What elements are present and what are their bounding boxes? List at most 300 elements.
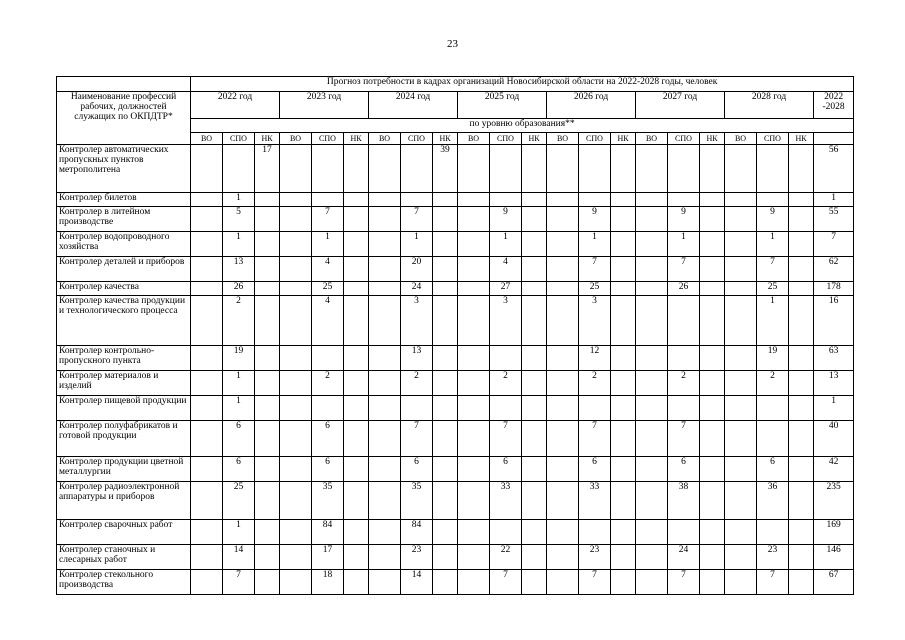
value-cell	[433, 396, 458, 421]
value-cell	[344, 457, 369, 482]
profession-name-cell: Контролер автоматических пропускных пунктов метрополитена	[57, 145, 191, 193]
value-cell: 6	[312, 421, 344, 457]
value-cell	[255, 545, 280, 570]
total-cell: 56	[814, 145, 854, 193]
value-cell: 1	[223, 520, 255, 545]
profession-name-cell: Контролер качества продукции и технологического процесса	[57, 296, 191, 346]
value-cell	[369, 145, 401, 193]
value-cell	[458, 520, 490, 545]
value-cell	[433, 421, 458, 457]
value-cell	[611, 232, 636, 257]
value-cell: 6	[223, 457, 255, 482]
value-cell	[191, 346, 223, 371]
value-cell: 23	[579, 545, 611, 570]
value-cell: 36	[757, 482, 789, 520]
value-cell	[433, 232, 458, 257]
value-cell: 33	[490, 482, 522, 520]
value-cell	[369, 457, 401, 482]
empty-corner-cell	[57, 77, 191, 92]
profession-name-cell: Контролер пищевой продукции	[57, 396, 191, 421]
value-cell	[700, 371, 725, 396]
value-cell	[636, 257, 668, 282]
value-cell: 7	[490, 570, 522, 595]
level-header-cell: НК	[255, 133, 280, 145]
profession-header: Наименование профессий рабочих, должностей служащих по ОКПДТР*	[57, 92, 191, 145]
value-cell	[401, 193, 433, 207]
value-cell: 7	[757, 570, 789, 595]
value-cell	[547, 570, 579, 595]
value-cell	[789, 545, 814, 570]
table-row	[57, 482, 854, 520]
value-cell: 7	[668, 570, 700, 595]
value-cell	[611, 520, 636, 545]
value-cell: 6	[312, 457, 344, 482]
profession-name-cell: Контролер радиоэлектронной аппаратуры и приборов	[57, 482, 191, 520]
table-row	[57, 232, 854, 257]
value-cell	[611, 296, 636, 346]
value-cell	[490, 520, 522, 545]
value-cell	[700, 457, 725, 482]
level-header-cell: НК	[700, 133, 725, 145]
value-cell	[490, 145, 522, 193]
table-row	[57, 421, 854, 457]
value-cell	[668, 346, 700, 371]
value-cell	[458, 346, 490, 371]
value-cell	[490, 193, 522, 207]
value-cell	[611, 570, 636, 595]
value-cell	[280, 145, 312, 193]
value-cell	[700, 482, 725, 520]
page-number: 23	[447, 38, 458, 50]
value-cell	[700, 193, 725, 207]
value-cell: 26	[223, 282, 255, 296]
value-cell	[433, 296, 458, 346]
value-cell	[369, 570, 401, 595]
value-cell	[458, 545, 490, 570]
value-cell: 7	[223, 570, 255, 595]
value-cell	[433, 520, 458, 545]
profession-name-cell: Контролер сварочных работ	[57, 520, 191, 545]
value-cell	[369, 421, 401, 457]
value-cell	[191, 193, 223, 207]
value-cell: 7	[312, 207, 344, 232]
year-header: 2024 год	[369, 92, 458, 119]
value-cell	[611, 482, 636, 520]
value-cell	[700, 282, 725, 296]
value-cell	[458, 193, 490, 207]
table-title-row	[57, 77, 854, 92]
table-row	[57, 545, 854, 570]
value-cell	[789, 296, 814, 346]
value-cell	[789, 396, 814, 421]
value-cell	[547, 346, 579, 371]
value-cell	[191, 296, 223, 346]
value-cell	[522, 520, 547, 545]
table-row	[57, 193, 854, 207]
value-cell	[191, 145, 223, 193]
value-cell	[522, 482, 547, 520]
table-row	[57, 371, 854, 396]
value-cell	[458, 396, 490, 421]
value-cell: 7	[757, 257, 789, 282]
value-cell	[725, 193, 757, 207]
value-cell	[611, 145, 636, 193]
value-cell	[725, 296, 757, 346]
year-header: 2022 год	[191, 92, 280, 119]
value-cell	[522, 545, 547, 570]
value-cell: 2	[757, 371, 789, 396]
value-cell	[433, 257, 458, 282]
value-cell: 13	[223, 257, 255, 282]
value-cell	[191, 545, 223, 570]
value-cell	[458, 282, 490, 296]
value-cell	[191, 457, 223, 482]
empty-total-level-cell	[814, 133, 854, 145]
year-header: 2028 год	[725, 92, 814, 119]
value-cell	[700, 421, 725, 457]
profession-name-cell: Контролер водопроводного хозяйства	[57, 232, 191, 257]
forecast-table	[56, 76, 854, 595]
value-cell	[789, 371, 814, 396]
value-cell	[547, 396, 579, 421]
value-cell: 25	[312, 282, 344, 296]
value-cell	[700, 145, 725, 193]
value-cell: 9	[579, 207, 611, 232]
year-header-row	[57, 92, 854, 119]
value-cell	[522, 457, 547, 482]
value-cell: 1	[757, 296, 789, 346]
value-cell	[401, 396, 433, 421]
value-cell	[312, 346, 344, 371]
value-cell	[789, 346, 814, 371]
level-header-cell: ВО	[547, 133, 579, 145]
value-cell	[255, 396, 280, 421]
value-cell: 7	[579, 570, 611, 595]
value-cell	[280, 421, 312, 457]
table-row	[57, 570, 854, 595]
value-cell: 19	[757, 346, 789, 371]
value-cell	[255, 421, 280, 457]
profession-name-cell: Контролер в литейном производстве	[57, 207, 191, 232]
value-cell	[433, 457, 458, 482]
value-cell	[280, 371, 312, 396]
total-cell: 1	[814, 193, 854, 207]
value-cell	[668, 520, 700, 545]
forecast-table-body	[57, 77, 854, 595]
value-cell	[700, 257, 725, 282]
value-cell	[757, 193, 789, 207]
value-cell	[725, 545, 757, 570]
value-cell	[725, 570, 757, 595]
value-cell	[789, 520, 814, 545]
value-cell	[369, 232, 401, 257]
value-cell	[369, 371, 401, 396]
value-cell	[789, 207, 814, 232]
table-row	[57, 257, 854, 282]
value-cell	[433, 570, 458, 595]
value-cell	[757, 421, 789, 457]
value-cell: 1	[490, 232, 522, 257]
value-cell: 22	[490, 545, 522, 570]
profession-name-cell: Контролер материалов и изделий	[57, 371, 191, 396]
value-cell	[191, 396, 223, 421]
value-cell	[344, 232, 369, 257]
value-cell	[312, 193, 344, 207]
value-cell	[789, 145, 814, 193]
value-cell: 7	[579, 421, 611, 457]
value-cell: 7	[490, 421, 522, 457]
value-cell	[636, 457, 668, 482]
value-cell	[547, 482, 579, 520]
value-cell	[636, 482, 668, 520]
value-cell: 2	[223, 296, 255, 346]
value-cell	[611, 421, 636, 457]
value-cell: 7	[401, 207, 433, 232]
total-cell: 62	[814, 257, 854, 282]
value-cell	[433, 482, 458, 520]
level-header-cell: НК	[433, 133, 458, 145]
value-cell	[789, 282, 814, 296]
value-cell: 4	[312, 257, 344, 282]
year-header: 2025 год	[458, 92, 547, 119]
value-cell: 6	[579, 457, 611, 482]
value-cell: 1	[668, 232, 700, 257]
level-header-cell: СПО	[757, 133, 789, 145]
value-cell	[611, 371, 636, 396]
value-cell	[700, 396, 725, 421]
value-cell: 4	[490, 257, 522, 282]
value-cell	[611, 207, 636, 232]
profession-name-cell: Контролер качества	[57, 282, 191, 296]
value-cell	[280, 232, 312, 257]
value-cell: 7	[668, 421, 700, 457]
value-cell: 17	[312, 545, 344, 570]
value-cell	[700, 207, 725, 232]
level-header-cell: СПО	[579, 133, 611, 145]
value-cell	[789, 482, 814, 520]
value-cell: 2	[668, 371, 700, 396]
value-cell	[522, 570, 547, 595]
value-cell: 84	[401, 520, 433, 545]
value-cell	[458, 482, 490, 520]
value-cell	[280, 207, 312, 232]
value-cell	[369, 520, 401, 545]
total-cell: 1	[814, 396, 854, 421]
value-cell: 84	[312, 520, 344, 545]
value-cell	[636, 145, 668, 193]
value-cell	[522, 396, 547, 421]
value-cell	[255, 232, 280, 257]
value-cell: 1	[223, 193, 255, 207]
value-cell	[611, 282, 636, 296]
value-cell	[344, 282, 369, 296]
value-cell	[789, 257, 814, 282]
value-cell	[401, 145, 433, 193]
value-cell: 7	[668, 257, 700, 282]
value-cell	[369, 482, 401, 520]
table-row	[57, 457, 854, 482]
level-header-cell: ВО	[191, 133, 223, 145]
value-cell	[725, 257, 757, 282]
value-cell	[725, 371, 757, 396]
level-header-cell: СПО	[490, 133, 522, 145]
value-cell: 25	[757, 282, 789, 296]
value-cell: 27	[490, 282, 522, 296]
value-cell	[280, 257, 312, 282]
value-cell: 3	[490, 296, 522, 346]
value-cell	[757, 396, 789, 421]
value-cell	[344, 207, 369, 232]
value-cell	[458, 371, 490, 396]
value-cell	[312, 145, 344, 193]
value-cell	[458, 421, 490, 457]
value-cell	[522, 257, 547, 282]
value-cell	[344, 193, 369, 207]
value-cell	[725, 396, 757, 421]
value-cell	[579, 396, 611, 421]
profession-name-cell: Контролер станочных и слесарных работ	[57, 545, 191, 570]
profession-name-cell: Контролер деталей и приборов	[57, 257, 191, 282]
value-cell	[789, 457, 814, 482]
value-cell	[433, 371, 458, 396]
value-cell	[636, 207, 668, 232]
value-cell	[668, 193, 700, 207]
value-cell	[668, 296, 700, 346]
value-cell: 18	[312, 570, 344, 595]
value-cell	[522, 296, 547, 346]
value-cell	[636, 570, 668, 595]
value-cell	[458, 145, 490, 193]
value-cell	[433, 207, 458, 232]
value-cell: 17	[255, 145, 280, 193]
value-cell	[433, 193, 458, 207]
value-cell	[522, 232, 547, 257]
value-cell	[725, 421, 757, 457]
value-cell	[636, 520, 668, 545]
total-cell: 7	[814, 232, 854, 257]
value-cell	[725, 207, 757, 232]
education-level-header: по уровню образования**	[191, 119, 854, 133]
value-cell	[458, 207, 490, 232]
value-cell: 2	[312, 371, 344, 396]
value-cell	[636, 296, 668, 346]
value-cell	[700, 520, 725, 545]
value-cell: 1	[223, 371, 255, 396]
value-cell: 23	[757, 545, 789, 570]
value-cell	[700, 296, 725, 346]
value-cell	[191, 570, 223, 595]
value-cell	[458, 257, 490, 282]
value-cell: 5	[223, 207, 255, 232]
value-cell	[490, 346, 522, 371]
value-cell	[636, 193, 668, 207]
value-cell: 4	[312, 296, 344, 346]
value-cell	[700, 232, 725, 257]
value-cell: 6	[490, 457, 522, 482]
total-cell: 146	[814, 545, 854, 570]
value-cell: 6	[401, 457, 433, 482]
value-cell	[280, 545, 312, 570]
value-cell: 1	[757, 232, 789, 257]
value-cell: 24	[668, 545, 700, 570]
value-cell	[700, 346, 725, 371]
value-cell	[725, 145, 757, 193]
value-cell	[636, 232, 668, 257]
value-cell	[255, 207, 280, 232]
value-cell	[280, 570, 312, 595]
value-cell	[280, 457, 312, 482]
value-cell	[668, 396, 700, 421]
value-cell	[547, 371, 579, 396]
value-cell: 26	[668, 282, 700, 296]
value-cell	[255, 257, 280, 282]
level-header-cell: ВО	[636, 133, 668, 145]
value-cell	[344, 296, 369, 346]
table-row	[57, 396, 854, 421]
profession-name-cell: Контролер стекольного производства	[57, 570, 191, 595]
value-cell	[611, 396, 636, 421]
value-cell	[255, 346, 280, 371]
forecast-title: Прогноз потребности в кадрах организаций Новосибирской области на 2022-2028 годы, человек	[191, 77, 854, 92]
year-header: 2027 год	[636, 92, 725, 119]
value-cell	[789, 570, 814, 595]
value-cell: 33	[579, 482, 611, 520]
value-cell	[547, 257, 579, 282]
value-cell	[191, 421, 223, 457]
value-cell	[668, 145, 700, 193]
value-cell	[547, 296, 579, 346]
value-cell	[255, 282, 280, 296]
value-cell	[458, 232, 490, 257]
year-header: 2023 год	[280, 92, 369, 119]
value-cell	[579, 145, 611, 193]
value-cell: 25	[579, 282, 611, 296]
total-cell: 55	[814, 207, 854, 232]
value-cell	[725, 346, 757, 371]
value-cell	[280, 282, 312, 296]
profession-name-cell: Контролер билетов	[57, 193, 191, 207]
value-cell	[223, 145, 255, 193]
value-cell	[611, 193, 636, 207]
total-cell: 40	[814, 421, 854, 457]
value-cell: 1	[223, 232, 255, 257]
value-cell	[547, 145, 579, 193]
value-cell	[725, 482, 757, 520]
value-cell	[344, 520, 369, 545]
value-cell	[255, 457, 280, 482]
value-cell	[255, 482, 280, 520]
value-cell	[547, 207, 579, 232]
value-cell	[344, 257, 369, 282]
value-cell: 13	[401, 346, 433, 371]
value-cell: 19	[223, 346, 255, 371]
value-cell	[636, 371, 668, 396]
value-cell	[757, 520, 789, 545]
value-cell: 35	[401, 482, 433, 520]
table-row	[57, 346, 854, 371]
level-header-cell: СПО	[668, 133, 700, 145]
value-cell: 14	[223, 545, 255, 570]
total-cell: 13	[814, 371, 854, 396]
profession-name-cell: Контролер полуфабрикатов и готовой продукции	[57, 421, 191, 457]
table-row	[57, 145, 854, 193]
value-cell: 1	[579, 232, 611, 257]
value-cell: 35	[312, 482, 344, 520]
value-cell: 24	[401, 282, 433, 296]
value-cell	[611, 346, 636, 371]
value-cell	[191, 282, 223, 296]
value-cell: 39	[433, 145, 458, 193]
